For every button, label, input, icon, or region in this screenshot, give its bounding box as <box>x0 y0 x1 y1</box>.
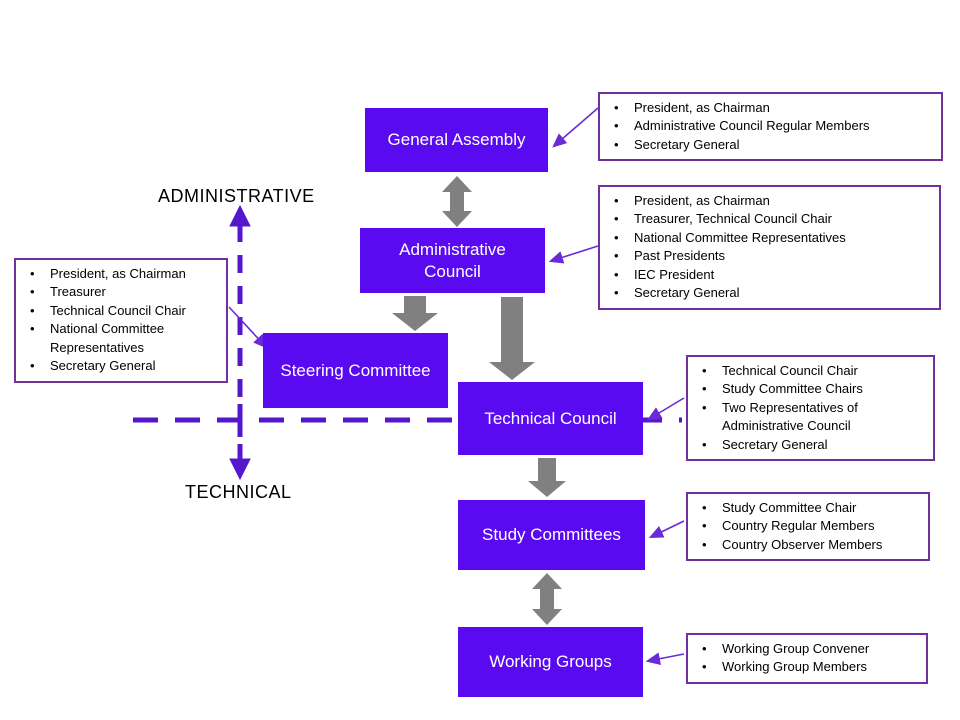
bullet-item: • President, as Chairman <box>20 265 220 283</box>
technical-council-box <box>458 382 643 455</box>
bullet-item: • Study Committee Chair <box>692 499 922 517</box>
connector-ac-line <box>551 246 598 261</box>
technical-council-callout-list <box>692 362 927 454</box>
bullet-item: • Study Committee Chairs <box>692 380 927 398</box>
working-groups-label: Working Groups <box>489 652 612 672</box>
double-arrow-ga-ac-icon <box>442 176 472 227</box>
bullet-item: • Working Group Convener <box>692 640 920 658</box>
connector-study-line <box>651 521 684 537</box>
bullet-item: • Country Regular Members <box>692 517 922 535</box>
connector-ga-line <box>554 108 598 146</box>
general-assembly-box <box>365 108 548 172</box>
connector-wg-line <box>648 654 684 661</box>
axis-down-arrowhead-icon <box>230 459 250 479</box>
working-groups-callout <box>686 633 928 684</box>
steering-committee-box <box>263 333 448 408</box>
bullet-item: • Country Observer Members <box>692 536 922 554</box>
bullet-item: • National Committee Representatives <box>604 229 933 247</box>
administrative-council-callout-list <box>604 192 933 303</box>
down-arrow-ac-tc-icon <box>489 297 535 380</box>
bullet-item: • Past Presidents <box>604 247 933 265</box>
study-committees-callout <box>686 492 930 561</box>
axis-up-arrowhead-icon <box>230 206 250 226</box>
study-committees-callout-list <box>692 499 922 554</box>
bullet-item: • President, as Chairman <box>604 99 935 117</box>
administrative-council-box <box>360 228 545 293</box>
bullet-item: • Secretary General <box>604 284 933 302</box>
bullet-item: • Technical Council Chair <box>20 302 220 320</box>
steering-committee-callout <box>14 258 228 383</box>
general-assembly-callout-list <box>604 99 935 154</box>
administrative-council-callout <box>598 185 941 310</box>
bullet-item: • Secretary General <box>692 436 927 454</box>
general-assembly-label: General Assembly <box>387 130 526 150</box>
general-assembly-callout <box>598 92 943 161</box>
bullet-item: • President, as Chairman <box>604 192 933 210</box>
working-groups-callout-list <box>692 640 920 677</box>
steering-committee-label: Steering Committee <box>280 360 431 380</box>
administrative-axis-label: ADMINISTRATIVE <box>158 186 315 206</box>
bullet-item: • Treasurer <box>20 283 220 301</box>
bullet-item: • Working Group Members <box>692 658 920 676</box>
technical-council-callout <box>686 355 935 461</box>
bullet-item: • Administrative Council Regular Members <box>604 117 935 135</box>
bullet-item: • Two Representatives of Administrative Council <box>692 399 927 436</box>
technical-council-label: Technical Council <box>484 408 617 428</box>
down-arrow-ac-steering-icon <box>392 296 438 331</box>
down-arrow-tc-study-icon <box>528 458 566 497</box>
study-committees-label: Study Committees <box>482 525 621 545</box>
bullet-item: • Secretary General <box>20 357 220 375</box>
bullet-item: • IEC President <box>604 266 933 284</box>
technical-axis-label: TECHNICAL <box>185 482 292 502</box>
connector-steering-line <box>229 307 266 347</box>
bullet-item: • Secretary General <box>604 136 935 154</box>
connector-tc-line <box>649 398 684 419</box>
steering-committee-callout-list <box>20 265 220 376</box>
bullet-item: • Treasurer, Technical Council Chair <box>604 210 933 228</box>
bullet-item: • Technical Council Chair <box>692 362 927 380</box>
study-committees-box <box>458 500 645 570</box>
administrative-council-label: Administrative Council <box>399 240 506 281</box>
working-groups-box <box>458 627 643 697</box>
bullet-item: • National Committee Representatives <box>20 320 220 357</box>
double-arrow-study-wg-icon <box>532 573 562 625</box>
